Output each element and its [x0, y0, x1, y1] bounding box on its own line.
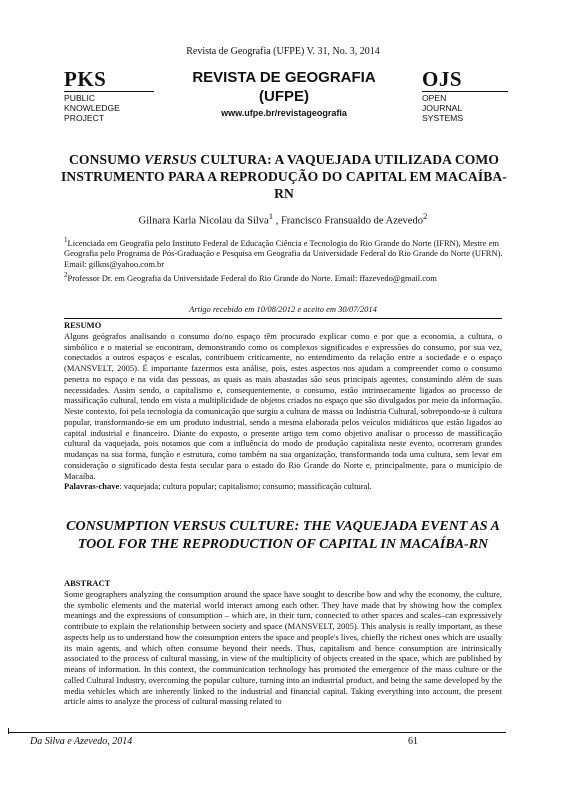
ojs-line: OPEN [422, 93, 447, 103]
journal-header [64, 68, 504, 130]
pks-line: PUBLIC [64, 93, 96, 103]
abstract-heading: ABSTRACT [64, 578, 111, 588]
author-name: Francisco Fransualdo de Azevedo [280, 215, 423, 227]
ojs-logo-lines [422, 93, 508, 123]
resumo-section [64, 320, 502, 492]
footer-rule [8, 732, 506, 733]
title-pt-part: CULTURA: A VAQUEJADA UTILIZADA COMO INSTRUMENTO PARA A REPRODUÇÃO DO CAPITAL EM MACAÍBA-RN [61, 152, 507, 201]
affiliations [64, 235, 504, 283]
affiliation [64, 235, 504, 270]
ojs-logo [422, 68, 508, 123]
affiliation [64, 270, 504, 283]
ojs-line: JOURNAL [422, 103, 463, 113]
keywords-text: : vaquejada; cultura popular; capitalismo; consumo; massificação cultural. [119, 481, 372, 492]
pks-logo-rule [64, 91, 154, 92]
resumo-rule [64, 318, 502, 319]
journal-title: REVISTA DE GEOGRAFIA [192, 69, 376, 86]
footer-rule-tick [8, 728, 9, 734]
article-title-portuguese [58, 151, 510, 202]
affiliation-text: Licenciada em Geografia pelo Instituto Federal de Educação Ciência e Tecnologia do Rio Grande do Norte (IFRN), Mestre em Geografia pelo Programa de Pós-Graduação e Pesquisa em Geografia da Universidade Federal do Rio Grande do Norte (UFRN). Email: gilkns@yahoo.com.br [64, 237, 503, 270]
resumo-text: Alguns geógrafos analisando o consumo do/no espaço têm procurado explicar como e por que a economia, a cultura, o simbólico e o material se encontram, demonstrando como os complexos significados e expressões do consumo, por sua vez, conectados a outros espaços e escalas, contribuem criticamente, no entendimento da relação entre a sociedade e o espaço (MANSVELT, 2005). É importante fazermos esta análise, pois, estes aspectos nos ajudam a compreender como o consumo penetra no espaço e na vida das pessoas, as quais as mais abastadas são seus principais agentes, consumindo além de suas necessidades. Assim sendo, o capitalismo e, consequentemente, o consumo, estão intrinsecamente ligados ao processo de massificação cultural, tendo em vista a multiplicidade de objetos criados no espaço que são divulgados por meio da informação. Neste contexto, foi pela tecnologia da comunicação que surgiu a cultura de massa ou Indústria Cultural, sobrepondo-se à cultura popular, transformando-se em um produto industrial, sendo a mesma elaborada pelos veículos midiáticos que estão ligados ao capital industrial e financeiro. Diante do exposto, o presente artigo tem como objetivo analisar o processo de massificação cultural da vaquejada, pois notamos que com a influência do modo de produção capitalista neste evento, ocorreram grandes mudanças na sua forma, função e estrutura, como também na sua organização, transformando toda uma cultura, sem levar em consideração o significado desta festa secular para o estado do Rio Grande do Norte e, principalmente, para o município de Macaíba. [64, 330, 502, 481]
ojs-line: SYSTEMS [422, 113, 464, 123]
ojs-logo-rule [422, 91, 508, 92]
keywords-label: Palavras-chave [64, 481, 120, 492]
affiliation-superscript: 1 [64, 236, 68, 244]
author-separator: , [273, 215, 281, 227]
author-superscript: 1 [268, 211, 274, 221]
resumo-heading: RESUMO [64, 320, 102, 330]
journal-url[interactable]: www.ufpe.br/revistageografia [221, 108, 347, 118]
footer-citation: Da Silva e Azevedo, 2014 [30, 736, 133, 747]
journal-subtitle: (UFPE) [259, 88, 309, 105]
received-date-line: Artigo recebido em 10/08/2012 e aceito em 30/07/2014 [189, 304, 377, 314]
ojs-logo-title: OJS [422, 67, 463, 91]
pks-logo-lines [64, 93, 154, 123]
pks-line: KNOWLEDGE [64, 103, 120, 113]
title-pt-italic: VERSUS [144, 152, 197, 167]
pks-line: PROJECT [64, 113, 105, 123]
affiliation-text: Professor Dr. em Geografia da Universidade Federal do Rio Grande do Norte. Email: ffazevedo@gmail.com [67, 272, 437, 283]
article-title-english: CONSUMPTION VERSUS CULTURE: THE VAQUEJADA EVENT AS A TOOL FOR THE REPRODUCTION OF CAPITAL IN MACAÍBA-RN [66, 519, 500, 552]
journal-title-block [164, 68, 404, 121]
pks-logo-title: PKS [64, 67, 107, 91]
journal-citation-line: Revista de Geografia (UFPE) V. 31, No. 3, 2014 [186, 46, 380, 57]
authors-line [0, 211, 566, 227]
abstract-section [64, 578, 502, 707]
pks-logo [64, 68, 154, 123]
abstract-text: Some geographers analyzing the consumption around the space have sought to describe how and why the economy, the culture, the symbolic elements and the material world interact among each other. They have made that by showing how the complex meanings and the expressions of consumption – which are, in their turn, connected to other spaces and scales–can expressively contribute to explain the relationship between society and space (MANSVELT, 2005). This analysis is really important, as these aspects help us to understand how the consumption enters the space and people's lives, chiefly the richest ones which are usually its main agents, and which often consume beyond their needs. Thus, capitalism and hence consumption are intrinsically associated to the process of cultural massing, in view of the multiplicity of objects created in the space, which are published by means of information. In this context, the communication technology has promoted the emergence of the mass culture or the called Cultural Industry, overcoming the popular culture, turning into an industrial product, and being the same developed by the media vehicles which are inherently linked to the industrial and financial capital. Taking everything into account, the present article aims to analyze the process of cultural massing related to [64, 588, 502, 707]
author-name: Gilnara Karla Nicolau da Silva [138, 215, 269, 227]
author-superscript: 2 [422, 211, 428, 221]
affiliation-superscript: 2 [64, 270, 68, 279]
page-number: 61 [408, 736, 418, 747]
title-pt-part: CONSUMO [68, 152, 145, 167]
